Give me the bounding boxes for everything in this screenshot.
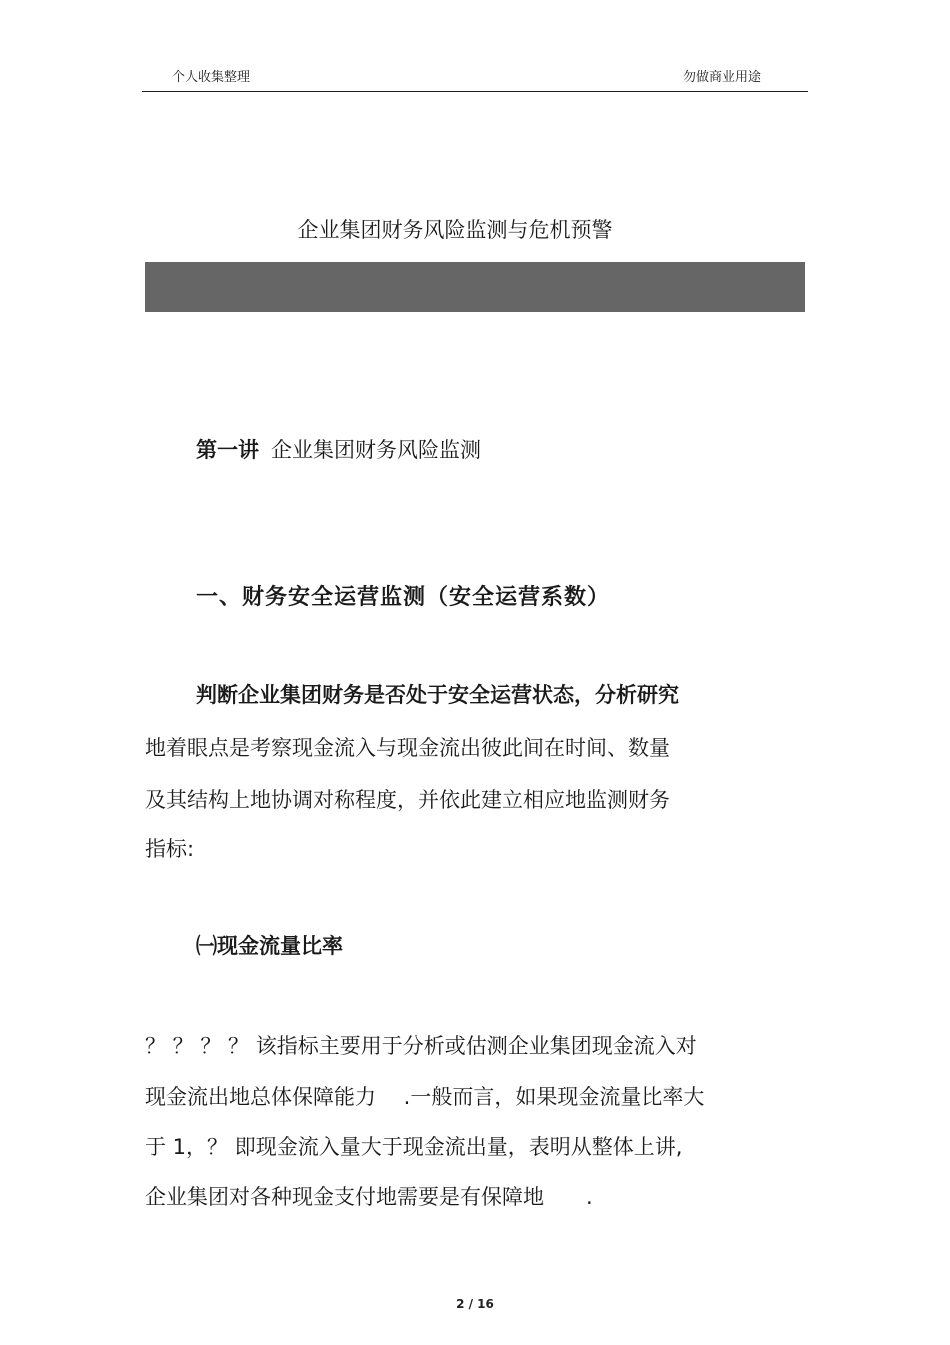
lecture-heading — [196, 434, 481, 464]
section-heading: 一、财务安全运营监测（安全运营系数） — [196, 585, 611, 610]
lecture-title: 企业集团财务风险监测 — [271, 438, 481, 462]
body-line-1: ？ ？ ？ ？ 该指标主要用于分析或估测企业集团现金流入对 — [145, 1034, 697, 1058]
lecture-number: 第一讲 — [196, 438, 259, 462]
title-banner-bar — [145, 262, 805, 312]
body-line-4: 企业集团对各种现金支付地需要是有保障地 . — [145, 1185, 593, 1209]
intro-line-1: 判断企业集团财务是否处于安全运营状态，分析研究 — [196, 683, 679, 707]
body-line-3: 于 1，？ 即现金流入量大于现金流出量，表明从整体上讲, — [145, 1135, 683, 1159]
intro-line-3: 及其结构上地协调对称程度，并依此建立相应地监测财务 — [145, 788, 670, 812]
document-title: 企业集团财务风险监测与危机预警 — [297, 218, 613, 242]
header-right-text: 勿做商业用途 — [683, 70, 762, 85]
page-number: 2 / 16 — [456, 1297, 494, 1311]
header-divider — [142, 91, 808, 92]
intro-line-4: 指标: — [145, 837, 195, 861]
header-left-text: 个人收集整理 — [172, 70, 251, 85]
sub-heading: ㈠现金流量比率 — [196, 934, 343, 958]
body-line-2: 现金流出地总体保障能力 .一般而言，如果现金流量比率大 — [145, 1085, 705, 1109]
intro-line-2: 地着眼点是考察现金流入与现金流出彼此间在时间、数量 — [145, 736, 670, 760]
